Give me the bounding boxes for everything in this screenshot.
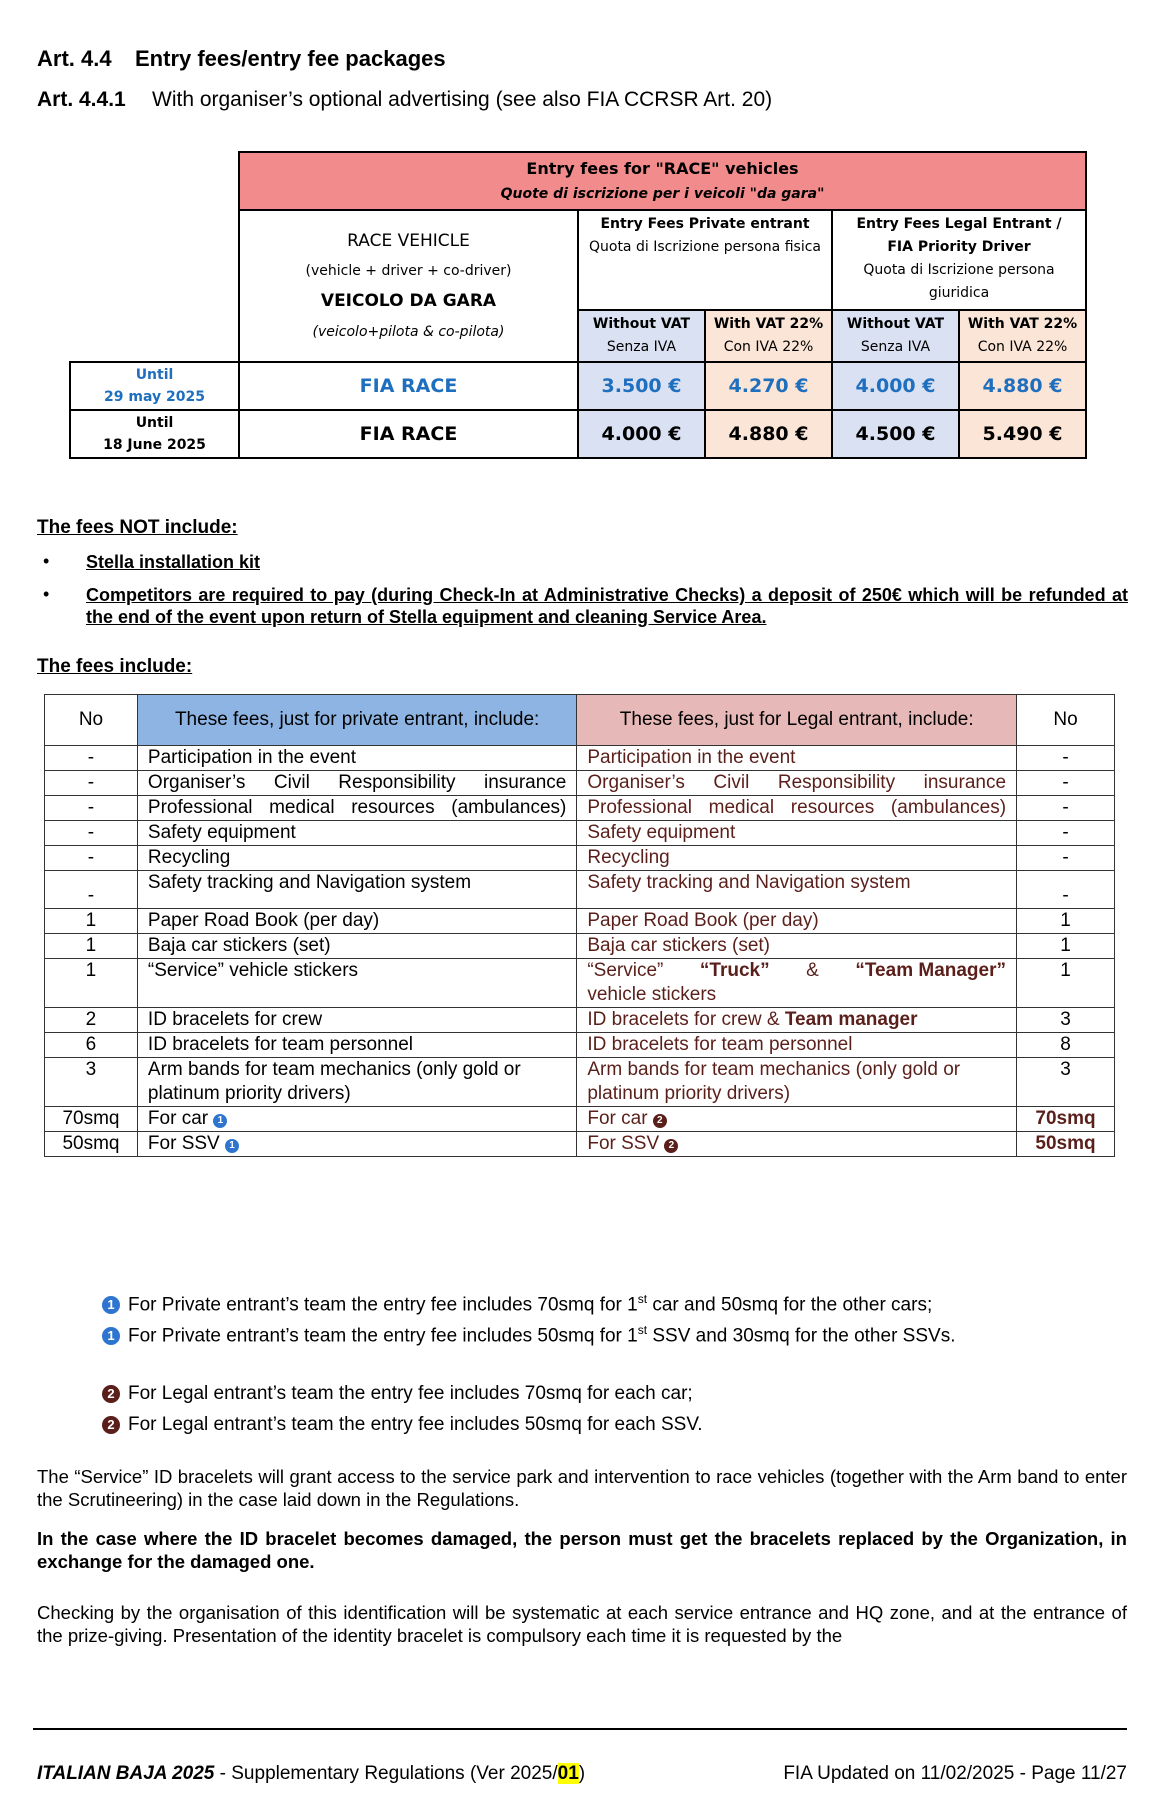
table-row: - Safety equipment Safety equipment -	[45, 821, 1115, 846]
footnote: 1 For Private entrant’s team the entry fee includes 70smq for 1st car and 50smq for the other cars;	[102, 1292, 932, 1316]
price-legal-no-vat: 4.000 €	[832, 362, 959, 410]
footer-page-info: FIA Updated on 11/02/2025 - Page 11/27	[783, 1763, 1127, 1784]
race-vehicle-sub: (vehicle + driver + co-driver)	[305, 262, 512, 279]
price-legal-vat: 4.880 €	[959, 362, 1086, 410]
note-1-icon: 1	[213, 1114, 227, 1128]
paragraph-checking: Checking by the organisation of this identification will be systematic at each service entrance and HQ zone, and at the entrance of the prize-giving. Presentation of the identity bracelet is compulsory each time it is requested by the	[37, 1602, 1127, 1646]
race-vehicle-label: RACE VEHICLE	[347, 230, 470, 251]
with-vat-header: With VAT 22% Con IVA 22%	[959, 310, 1086, 362]
article-title: Entry fees/entry fee packages	[135, 46, 446, 71]
legal-entrant-header	[832, 210, 1086, 310]
table-row: 6 ID bracelets for team personnel ID bracelets for team personnel 8	[45, 1033, 1115, 1058]
without-vat-header: Without VAT Senza IVA	[578, 310, 705, 362]
table-row: 1 Paper Road Book (per day) Paper Road Book (per day) 1	[45, 909, 1115, 934]
fee-table-header	[239, 152, 1086, 210]
article-heading	[37, 46, 446, 72]
paragraph-damaged-bracelet: In the case where the ID bracelet becomes damaged, the person must get the bracelets replaced by the Organization, in exchange for the damaged one.	[37, 1528, 1127, 1572]
note-1-icon: 1	[102, 1296, 120, 1314]
note-2-icon: 2	[653, 1114, 667, 1128]
table-row: 70smq For car 1 For car 2 70smq	[45, 1107, 1115, 1132]
not-include-item: Stella installation kit	[86, 552, 261, 572]
paragraph-service-bracelets: The “Service” ID bracelets will grant access to the service park and intervention to race vehicles (together with the Arm band to enter the Scrutineering) in the case laid down in the Regulations.	[37, 1466, 1127, 1510]
footnote: 2 For Legal entrant’s team the entry fee includes 50smq for each SSV.	[102, 1414, 703, 1436]
entry-fee-table	[69, 151, 1087, 459]
subarticle-number: Art. 4.4.1	[37, 88, 126, 111]
col-no: No	[45, 695, 138, 746]
not-include-item: Competitors are required to pay (during Check-In at Administrative Checks) a deposit of 250€ which will be refunded at the end of the event upon return of Stella equipment and cleaning Service Area.	[86, 585, 1128, 627]
bullet-icon: •	[43, 584, 50, 604]
table-row: 2 ID bracelets for crew ID bracelets for crew & Team manager 3	[45, 1008, 1115, 1033]
fee-row-label: FIA RACE	[239, 410, 578, 458]
col-private: These fees, just for private entrant, include:	[137, 695, 576, 746]
fee-table-title: Entry fees for "RACE" vehicles	[526, 158, 799, 178]
veicolo-label: VEICOLO DA GARA	[320, 290, 497, 311]
table-row: 3 Arm bands for team mechanics (only gold or platinum priority drivers) Arm bands for team mechanics (only gold or platinum priority drivers) 3	[45, 1058, 1115, 1107]
article-number: Art. 4.4	[37, 46, 112, 71]
not-include-title: The fees NOT include:	[37, 517, 238, 538]
subarticle-title: With organiser’s optional advertising (see also FIA CCRSR Art. 20)	[152, 88, 773, 111]
include-table	[44, 694, 1115, 1157]
fee-table-subtitle: Quote di iscrizione per i veicoli "da gara"	[500, 185, 825, 202]
price-private-no-vat: 3.500 €	[578, 362, 705, 410]
footnote: 1 For Private entrant’s team the entry fee includes 50smq for 1st SSV and 30smq for the other SSVs.	[102, 1323, 955, 1347]
price-private-no-vat: 4.000 €	[578, 410, 705, 458]
race-vehicle-cell	[239, 210, 578, 362]
table-row: 50smq For SSV 1 For SSV 2 50smq	[45, 1132, 1115, 1157]
note-1-icon: 1	[225, 1139, 239, 1153]
private-header-en: Entry Fees Private entrant	[600, 216, 810, 232]
col-no: No	[1017, 695, 1115, 746]
private-entrant-header	[578, 210, 832, 310]
price-legal-no-vat: 4.500 €	[832, 410, 959, 458]
veicolo-sub: (veicolo+pilota & co-pilota)	[312, 323, 505, 340]
with-vat-header: With VAT 22% Con IVA 22%	[705, 310, 832, 362]
table-row: - Recycling Recycling -	[45, 846, 1115, 871]
footer-divider	[33, 1728, 1127, 1730]
footer-left: ITALIAN BAJA 2025 - Supplementary Regulations (Ver 2025/01)	[37, 1763, 586, 1784]
note-2-icon: 2	[664, 1139, 678, 1153]
without-vat-header: Without VAT Senza IVA	[832, 310, 959, 362]
table-row: - Safety tracking and Navigation system Safety tracking and Navigation system -	[45, 871, 1115, 909]
price-private-vat: 4.270 €	[705, 362, 832, 410]
col-legal: These fees, just for Legal entrant, include:	[577, 695, 1017, 746]
include-title: The fees include:	[37, 656, 193, 677]
price-legal-vat: 5.490 €	[959, 410, 1086, 458]
subarticle-heading	[37, 88, 772, 112]
table-row: 1 Baja car stickers (set) Baja car stickers (set) 1	[45, 934, 1115, 959]
table-row: - Professional medical resources (ambulances) Professional medical resources (ambulances) -	[45, 796, 1115, 821]
note-2-icon: 2	[102, 1416, 120, 1434]
note-1-icon: 1	[102, 1327, 120, 1345]
table-row: 1 “Service” vehicle stickers “Service” “Truck” & “Team Manager” vehicle stickers 1	[45, 959, 1115, 1008]
legal-header-it: Quota di Iscrizione persona giuridica	[863, 262, 1055, 301]
fee-row-late	[70, 410, 1086, 458]
legal-header-en: Entry Fees Legal Entrant / FIA Priority Driver	[856, 216, 1062, 255]
deadline-cell: Until 29 may 2025	[70, 362, 239, 410]
footnote: 2 For Legal entrant’s team the entry fee includes 70smq for each car;	[102, 1383, 693, 1405]
fee-row-label: FIA RACE	[239, 362, 578, 410]
table-row: - Organiser’s Civil Responsibility insurance Organiser’s Civil Responsibility insurance -	[45, 771, 1115, 796]
private-header-it: Quota di Iscrizione persona fisica	[588, 239, 821, 255]
table-row: - Participation in the event Participation in the event -	[45, 746, 1115, 771]
fee-row-early	[70, 362, 1086, 410]
note-2-icon: 2	[102, 1385, 120, 1403]
price-private-vat: 4.880 €	[705, 410, 832, 458]
bullet-icon: •	[43, 551, 50, 571]
deadline-cell: Until 18 June 2025	[70, 410, 239, 458]
